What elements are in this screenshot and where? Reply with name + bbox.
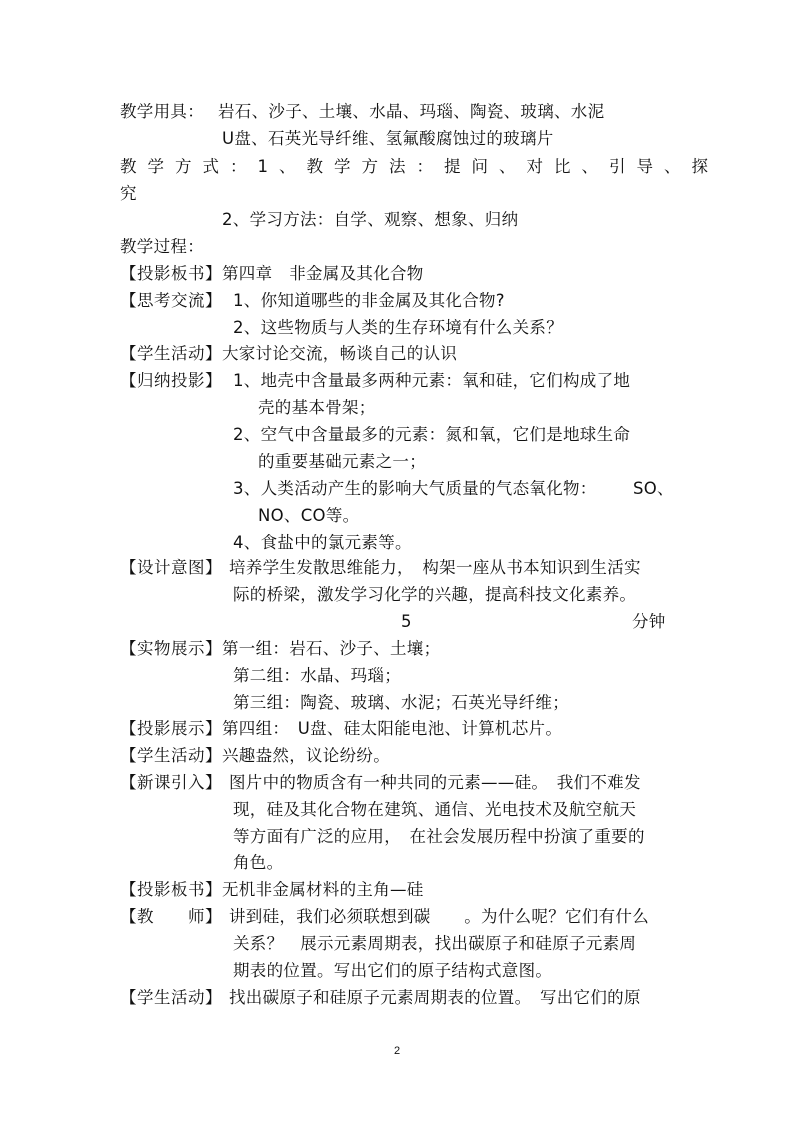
section-text: 第三组：陶瓷、玻璃、水泥；石英光导纤维；	[233, 693, 569, 712]
section-text: 4、食盐中的氯元素等。	[233, 533, 412, 552]
section-text: 第四组： U盘、硅太阳能电池、计算机芯片。	[222, 719, 563, 738]
section-tag: 【思考交流】	[120, 291, 222, 310]
methods-line-3: 2、学习方法：自学、观察、想象、归纳	[222, 210, 519, 229]
section-text: 第二组：水晶、玛瑙；	[233, 666, 401, 685]
section-text: 兴趣盎然，议论纷纷。	[222, 746, 390, 765]
section-tag: 【教 师】	[120, 907, 222, 926]
duration-number: 5	[401, 612, 412, 631]
section-text: 1、地壳中含量最多两种元素：氧和硅，它们构成了地	[233, 371, 631, 390]
section-tag: 【投影板书】	[120, 264, 222, 283]
methods-line-2: 究	[120, 184, 137, 203]
section-text: 角色。	[233, 853, 284, 872]
section-tag: 【设计意图】	[120, 558, 222, 577]
section-tag: 【新课引入】	[120, 773, 222, 792]
section-text: 2、这些物质与人类的生存环境有什么关系？	[233, 318, 563, 337]
section-tag: 【学生活动】	[120, 344, 222, 363]
tools-line-2: U盘、石英光导纤维、氢氟酸腐蚀过的玻璃片	[222, 129, 554, 148]
section-text: 期表的位置。写出它们的原子结构式意图。	[233, 961, 553, 980]
section-text: 第一组：岩石、沙子、土壤；	[222, 639, 441, 658]
section-tag: 【学生活动】	[120, 988, 222, 1007]
section-text: SO、	[633, 479, 674, 498]
section-text: NO、CO等。	[258, 506, 360, 525]
section-text: 3、人类活动产生的影响大气质量的气态氧化物：	[233, 479, 597, 498]
section-text: 无机非金属材料的主角—硅	[222, 880, 424, 899]
section-tag: 【学生活动】	[120, 746, 222, 765]
section-tag: 【实物展示】	[120, 639, 222, 658]
section-text: 现，硅及其化合物在建筑、通信、光电技术及航空航天	[233, 800, 637, 819]
section-text: 际的桥梁，激发学习化学的兴趣，提高科技文化素养。	[233, 585, 637, 604]
page-number: 2	[393, 1045, 401, 1057]
section-tag: 【投影展示】	[120, 719, 222, 738]
section-text: 关系？ 展示元素周期表，找出碳原子和硅原子元素周	[233, 934, 637, 953]
section-text: 找出碳原子和硅原子元素周期表的位置。 写出它们的原	[229, 988, 641, 1007]
process-label: 教学过程：	[120, 237, 204, 256]
section-tag: 【归纳投影】	[120, 371, 222, 390]
duration-unit: 分钟	[632, 612, 666, 631]
section-text: 的重要基础元素之一；	[258, 452, 426, 471]
section-text: 1、你知道哪些的非金属及其化合物?	[233, 291, 505, 310]
section-text: 2、空气中含量最多的元素：氮和氧，它们是地球生命	[233, 425, 631, 444]
section-text: 第四章 非金属及其化合物	[222, 264, 424, 283]
tools-label: 教学用具：	[120, 102, 204, 121]
section-tag: 【投影板书】	[120, 880, 222, 899]
section-text: 培养学生发散思维能力， 构架一座从书本知识到生活实	[229, 558, 641, 577]
section-text: 讲到硅，我们必须联想到碳 。为什么呢？它们有什么	[229, 907, 649, 926]
section-text: 壳的基本骨架；	[258, 398, 376, 417]
section-text: 等方面有广泛的应用， 在社会发展历程中扮演了重要的	[233, 827, 645, 846]
tools-line-1: 岩石、沙子、土壤、水晶、玛瑙、陶瓷、玻璃、水泥	[218, 102, 605, 121]
methods-line-1: 教学方式：1、教学方法：提问、对比、引导、探	[120, 157, 719, 176]
section-text: 图片中的物质含有一种共同的元素——硅。 我们不难发	[229, 773, 641, 792]
section-text: 大家讨论交流，畅谈自己的认识	[222, 344, 458, 363]
